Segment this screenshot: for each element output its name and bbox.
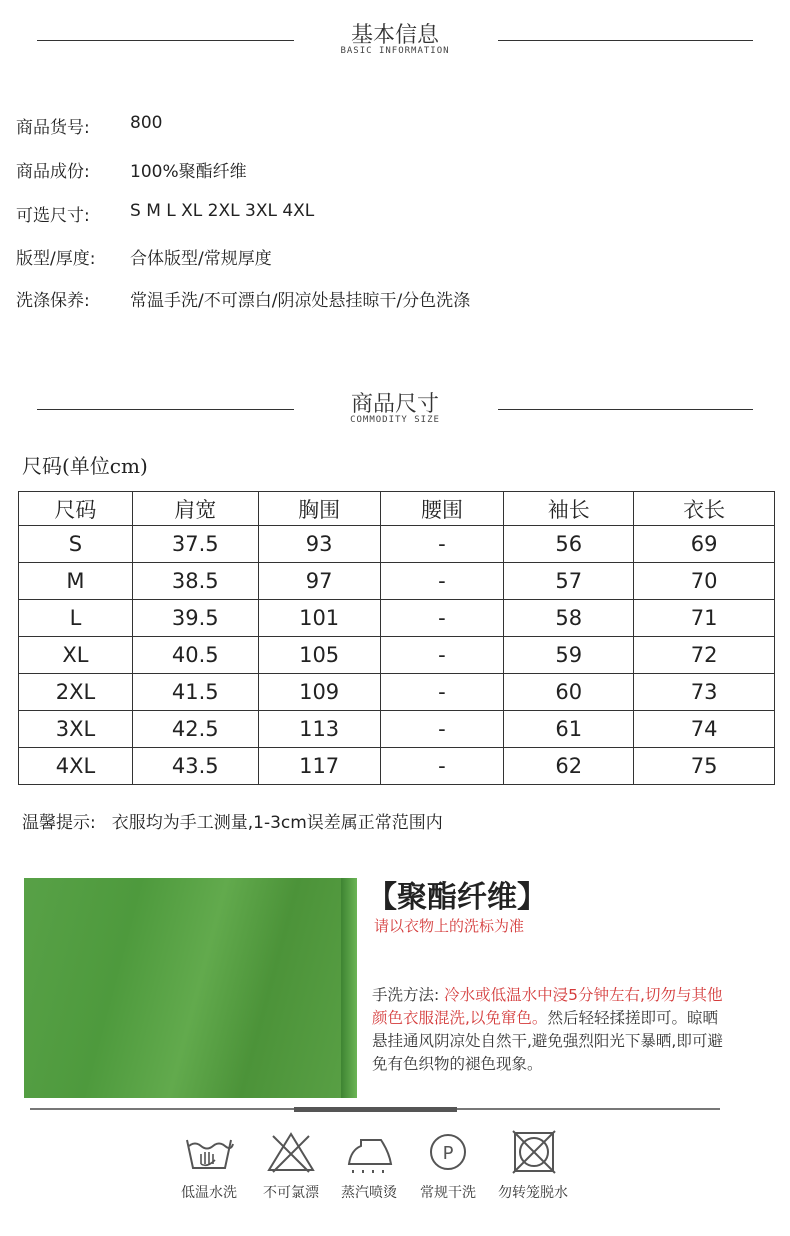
table-cell: -	[380, 600, 504, 637]
table-cell: 3XL	[19, 711, 133, 748]
size-table	[18, 491, 775, 785]
info-key: 洗涤保养:	[16, 291, 90, 311]
table-cell: -	[380, 748, 504, 785]
table-cell: 62	[504, 748, 634, 785]
table-cell: 41.5	[132, 674, 258, 711]
table-cell: L	[19, 600, 133, 637]
table-cell: 73	[634, 674, 775, 711]
table-cell: 61	[504, 711, 634, 748]
wash-method-warning: 冷水或低温水中浸5分钟左右,切勿与其他颜色衣服混洗,以免窜色。	[372, 986, 723, 1027]
table-cell: -	[380, 637, 504, 674]
column-header: 腰围	[380, 492, 504, 526]
wash-method-detail: 然后轻轻揉搓即可。晾晒悬挂通风阴凉处自然干,避免强烈阳光下暴晒,即可避免有色织物的褪色现象。	[372, 1009, 723, 1073]
table-cell: -	[380, 711, 504, 748]
svg-text:P: P	[442, 1143, 454, 1164]
table-cell: XL	[19, 637, 133, 674]
care-item-steam-iron	[326, 1130, 412, 1202]
measurement-tip	[22, 808, 443, 833]
table-cell: 56	[504, 526, 634, 563]
table-cell: 38.5	[132, 563, 258, 600]
basic-info-subtitle: BASIC INFORMATION	[340, 46, 450, 56]
table-cell: -	[380, 674, 504, 711]
fabric-subtitle: 请以衣物上的洗标为准	[374, 917, 525, 935]
tip-text: 衣服均为手工测量,1-3cm误差属正常范围内	[111, 813, 443, 833]
table-row	[19, 526, 775, 563]
table-cell: 43.5	[132, 748, 258, 785]
table-row	[19, 563, 775, 600]
care-item-no-tumble	[490, 1130, 576, 1202]
info-value: 常温手洗/不可漂白/阴凉处悬挂晾干/分色洗涤	[130, 291, 471, 311]
info-key: 商品货号:	[16, 118, 90, 138]
column-header: 袖长	[504, 492, 634, 526]
fabric-swatch-image	[24, 878, 357, 1098]
wash-method-text	[372, 984, 724, 1076]
table-cell: 40.5	[132, 637, 258, 674]
info-key: 版型/厚度:	[16, 249, 96, 269]
table-cell: 4XL	[19, 748, 133, 785]
basic-info-title: 基本信息	[350, 23, 439, 48]
basic-info-header	[0, 23, 790, 80]
table-cell: 37.5	[132, 526, 258, 563]
table-cell: 71	[634, 600, 775, 637]
info-value: 800	[130, 113, 163, 133]
table-cell: 59	[504, 637, 634, 674]
table-cell: 93	[258, 526, 380, 563]
table-cell: 57	[504, 563, 634, 600]
column-header: 胸围	[258, 492, 380, 526]
info-value: S M L XL 2XL 3XL 4XL	[130, 201, 315, 221]
table-cell: 101	[258, 600, 380, 637]
table-row	[19, 637, 775, 674]
column-header: 尺码	[19, 492, 133, 526]
info-key: 商品成份:	[16, 162, 90, 182]
care-label: 不可氯漂	[263, 1185, 319, 1201]
steam-iron-icon	[341, 1130, 397, 1174]
info-value: 100%聚酯纤维	[130, 162, 247, 182]
table-cell: S	[19, 526, 133, 563]
table-cell: 113	[258, 711, 380, 748]
table-cell: 58	[504, 600, 634, 637]
table-cell: -	[380, 563, 504, 600]
table-cell: 72	[634, 637, 775, 674]
table-cell: M	[19, 563, 133, 600]
table-cell: 97	[258, 563, 380, 600]
low-temp-wash-icon	[181, 1130, 237, 1174]
table-row	[19, 711, 775, 748]
table-cell: 105	[258, 637, 380, 674]
table-cell: 75	[634, 748, 775, 785]
size-subtitle: COMMODITY SIZE	[350, 415, 440, 425]
table-cell: 42.5	[132, 711, 258, 748]
care-label: 勿转笼脱水	[498, 1185, 568, 1201]
care-item-low-temp-wash	[166, 1130, 252, 1202]
table-header-row	[19, 492, 775, 526]
table-cell: 117	[258, 748, 380, 785]
care-item-dry-clean	[405, 1130, 491, 1202]
column-header: 衣长	[634, 492, 775, 526]
info-key: 可选尺寸:	[16, 206, 90, 226]
table-cell: 74	[634, 711, 775, 748]
fabric-title: 【聚酯纤维】	[367, 880, 547, 915]
table-row	[19, 748, 775, 785]
table-cell: -	[380, 526, 504, 563]
info-value: 合体版型/常规厚度	[130, 249, 272, 269]
wash-method-label: 手洗方法:	[372, 986, 440, 1004]
care-label: 蒸汽喷烫	[341, 1185, 397, 1201]
no-tumble-dry-icon	[505, 1130, 561, 1174]
care-item-no-bleach	[248, 1130, 334, 1202]
header-line-right	[498, 409, 753, 410]
no-bleach-icon	[263, 1130, 319, 1174]
table-cell: 39.5	[132, 600, 258, 637]
dry-clean-p-icon	[420, 1130, 476, 1174]
care-label: 常规干洗	[420, 1185, 476, 1201]
table-row	[19, 674, 775, 711]
table-cell: 69	[634, 526, 775, 563]
table-cell: 60	[504, 674, 634, 711]
column-header: 肩宽	[132, 492, 258, 526]
divider-accent	[294, 1107, 457, 1112]
table-cell: 2XL	[19, 674, 133, 711]
table-cell: 109	[258, 674, 380, 711]
size-unit-label: 尺码(单位cm)	[22, 454, 148, 478]
header-line-right	[498, 40, 753, 41]
size-header	[0, 392, 790, 449]
fabric-fold	[341, 878, 357, 1098]
table-cell: 70	[634, 563, 775, 600]
size-title: 商品尺寸	[350, 392, 439, 417]
care-label: 低温水洗	[181, 1185, 237, 1201]
table-row	[19, 600, 775, 637]
tip-label: 温馨提示:	[22, 813, 96, 833]
